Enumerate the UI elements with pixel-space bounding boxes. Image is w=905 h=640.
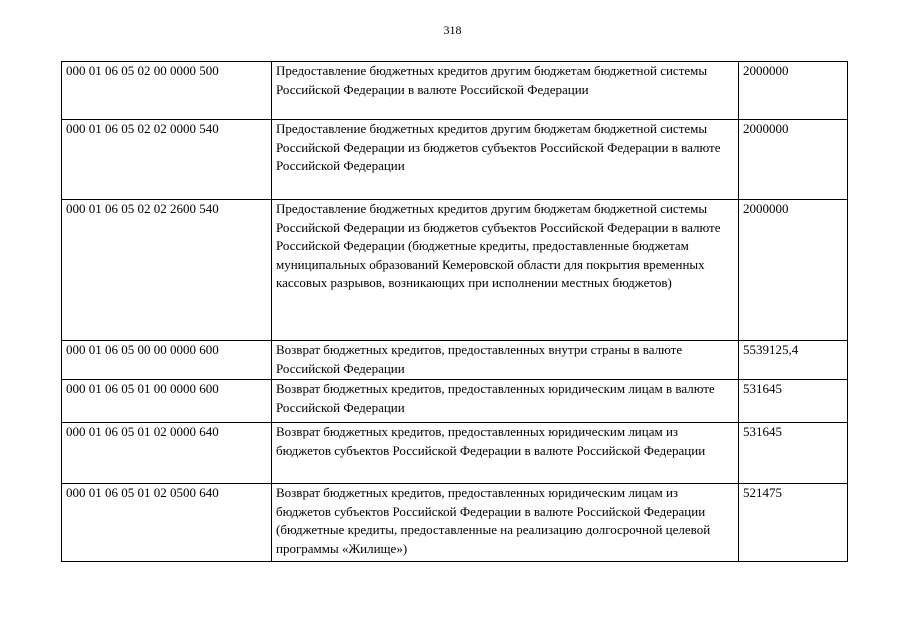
table-row: [62, 380, 848, 423]
amount-cell: 2000000: [739, 62, 848, 120]
budget-code-cell: 000 01 06 05 00 00 0000 600: [62, 341, 272, 380]
budget-code-cell: 000 01 06 05 01 00 0000 600: [62, 380, 272, 423]
budget-code-cell: 000 01 06 05 01 02 0500 640: [62, 484, 272, 562]
table-row: [62, 423, 848, 484]
amount-cell: 531645: [739, 380, 848, 423]
amount-cell: 5539125,4: [739, 341, 848, 380]
table-row: [62, 484, 848, 562]
description-cell: Возврат бюджетных кредитов, предоставленных внутри страны в валюте Российской Федерации: [272, 341, 739, 380]
description-cell: Возврат бюджетных кредитов, предоставленных юридическим лицам из бюджетов субъектов Российской Федерации в валюте Российской Федерации: [272, 423, 739, 484]
budget-code-cell: 000 01 06 05 01 02 0000 640: [62, 423, 272, 484]
description-cell: Предоставление бюджетных кредитов другим бюджетам бюджетной системы Российской Федерации из бюджетов субъектов Российской Федерации в валюте Российской Федерации: [272, 120, 739, 200]
budget-code-cell: 000 01 06 05 02 02 0000 540: [62, 120, 272, 200]
description-cell: Возврат бюджетных кредитов, предоставленных юридическим лицам из бюджетов субъектов Российской Федерации в валюте Российской Федерации (бюджетные кредиты, предоставленные на реализацию долгосрочной целевой программы «Жилище»): [272, 484, 739, 562]
description-cell: Возврат бюджетных кредитов, предоставленных юридическим лицам в валюте Российской Федерации: [272, 380, 739, 423]
amount-cell: 531645: [739, 423, 848, 484]
page-number: 318: [443, 23, 462, 37]
budget-table: [61, 61, 848, 562]
table-row: [62, 120, 848, 200]
amount-cell: 521475: [739, 484, 848, 562]
amount-cell: 2000000: [739, 200, 848, 341]
description-cell: Предоставление бюджетных кредитов другим бюджетам бюджетной системы Российской Федерации из бюджетов субъектов Российской Федерации в валюте Российской Федерации (бюджетные кредиты, предоставленные бюджетам муниципальных образований Кемеровской области для покрытия временных кассовых разрывов, возникающих при исполнении местных бюджетов): [272, 200, 739, 341]
description-cell: Предоставление бюджетных кредитов другим бюджетам бюджетной системы Российской Федерации в валюте Российской Федерации: [272, 62, 739, 120]
budget-code-cell: 000 01 06 05 02 00 0000 500: [62, 62, 272, 120]
amount-cell: 2000000: [739, 120, 848, 200]
table-row: [62, 62, 848, 120]
table-row: [62, 200, 848, 341]
table-row: [62, 341, 848, 380]
budget-code-cell: 000 01 06 05 02 02 2600 540: [62, 200, 272, 341]
